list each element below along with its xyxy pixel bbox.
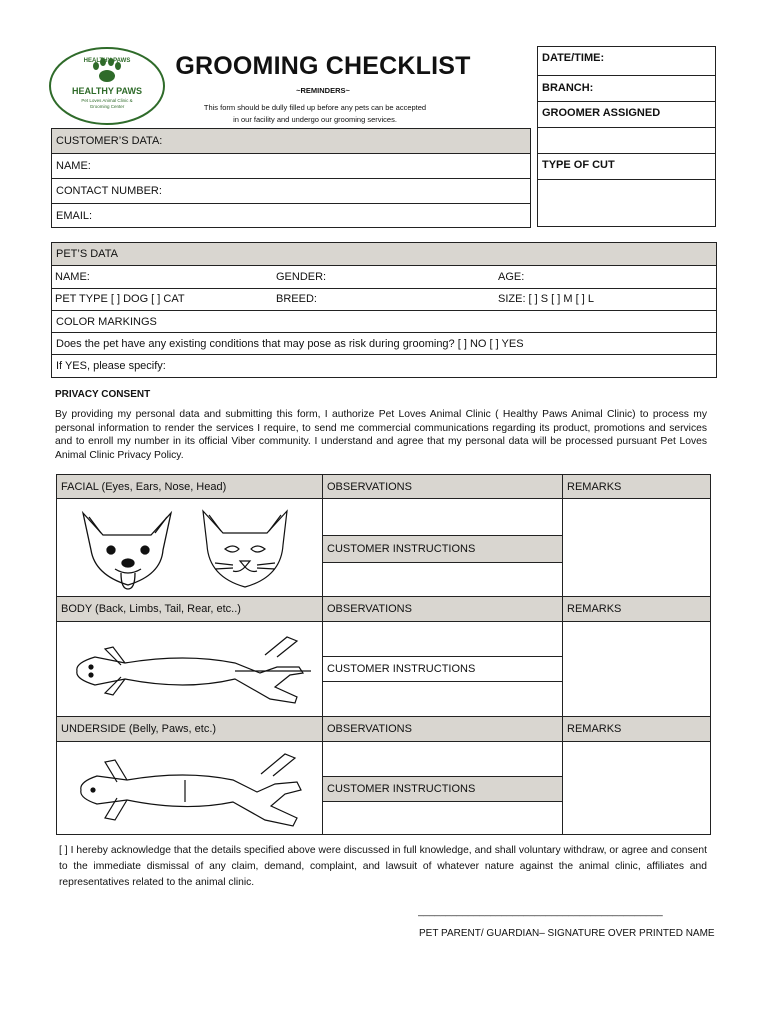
facial-instructions-label: CUSTOMER INSTRUCTIONS	[322, 535, 563, 563]
pet-gender-field[interactable]: GENDER:	[276, 271, 327, 283]
pet-color-field[interactable]: COLOR MARKINGS	[51, 310, 717, 333]
facial-image-cell	[56, 498, 323, 597]
signature-line[interactable]: ____________________________________________	[418, 906, 663, 917]
body-instructions-label: CUSTOMER INSTRUCTIONS	[322, 656, 563, 682]
clinic-logo	[48, 46, 166, 126]
body-instructions-input[interactable]	[322, 681, 563, 717]
reminder-line-1: This form should be dully filled up before any pets can be accepted	[203, 103, 427, 112]
pet-breed-field[interactable]: BREED:	[276, 293, 317, 305]
pet-name-field[interactable]: NAME:	[55, 271, 90, 283]
customer-data-heading: CUSTOMER’S DATA:	[51, 128, 531, 154]
body-image-cell	[56, 621, 323, 717]
reminder-line-2: in our facility and undergo our grooming services.	[233, 115, 397, 124]
customer-name-field[interactable]: NAME:	[51, 153, 531, 179]
dog-back-illustration	[65, 627, 315, 713]
underside-heading: UNDERSIDE (Belly, Paws, etc.)	[56, 716, 323, 742]
groomer-field[interactable]: GROOMER ASSIGNED	[542, 107, 661, 119]
customer-contact-field[interactable]: CONTACT NUMBER:	[51, 178, 531, 204]
underside-observations-heading: OBSERVATIONS	[322, 716, 563, 742]
privacy-heading: PRIVACY CONSENT	[55, 389, 151, 400]
facial-remarks-heading: REMARKS	[562, 474, 711, 499]
underside-remarks-input[interactable]	[562, 741, 711, 835]
pet-age-field[interactable]: AGE:	[498, 271, 525, 283]
cat-face-illustration	[195, 505, 295, 595]
right-box-dividers	[537, 46, 716, 227]
body-observations-input[interactable]	[322, 621, 563, 657]
body-remarks-heading: REMARKS	[562, 596, 711, 622]
pet-size-field[interactable]: SIZE: [ ] S [ ] M [ ] L	[498, 293, 594, 305]
underside-observations-input[interactable]	[322, 741, 563, 777]
underside-instructions-label: CUSTOMER INSTRUCTIONS	[322, 776, 563, 802]
facial-observations-input[interactable]	[322, 498, 563, 536]
type-of-cut-field[interactable]: TYPE OF CUT	[542, 159, 615, 171]
pet-conditions-field[interactable]: Does the pet have any existing conditions that may pose as risk during grooming? [ ] NO [ ] YES	[51, 332, 717, 355]
logo-top-text: HEALTHY PAWS	[83, 58, 131, 64]
facial-heading: FACIAL (Eyes, Ears, Nose, Head)	[56, 474, 323, 499]
reminders-label: ~REMINDERS~	[296, 86, 350, 95]
pet-specify-field[interactable]: If YES, please specify:	[51, 354, 717, 378]
dog-face-illustration	[73, 505, 183, 595]
branch-field[interactable]: BRANCH:	[542, 82, 594, 94]
customer-email-field[interactable]: EMAIL:	[51, 203, 531, 228]
facial-instructions-input[interactable]	[322, 562, 563, 597]
underside-remarks-heading: REMARKS	[562, 716, 711, 742]
acknowledgement-text[interactable]: [ ] I hereby acknowledge that the details specified above were discussed in full knowledge, and shall voluntary withdraw, or agree and consent to the immediate dismissal of any claim, demand, complaint, and lawsuit of whatever nature against the animal clinic, affiliates and representatives related to the animal clinic.	[59, 845, 707, 888]
pet-row-1	[51, 265, 717, 289]
signature-label: PET PARENT/ GUARDIAN– SIGNATURE OVER PRINTED NAME	[419, 928, 715, 939]
pet-type-field[interactable]: PET TYPE [ ] DOG [ ] CAT	[55, 293, 185, 305]
facial-remarks-input[interactable]	[562, 498, 711, 597]
body-remarks-input[interactable]	[562, 621, 711, 717]
underside-image-cell	[56, 741, 323, 835]
pet-data-heading: PET’S DATA	[51, 242, 717, 266]
facial-observations-heading: OBSERVATIONS	[322, 474, 563, 499]
body-observations-heading: OBSERVATIONS	[322, 596, 563, 622]
privacy-text: By providing my personal data and submitting this form, I authorize Pet Loves Animal Clinic ( Healthy Paws Animal Clinic) to process my personal information to render the services I require, to send me commercial communications regarding its product, promotions and services and to enroll my number in its official Viber community. I understand and agree that my personal data will be processed pursuant Pet Loves Animal Clinic Privacy Policy.	[55, 409, 707, 461]
page-title: GROOMING CHECKLIST	[175, 52, 471, 80]
dog-underside-illustration	[65, 746, 315, 832]
body-heading: BODY (Back, Limbs, Tail, Rear, etc..)	[56, 596, 323, 622]
underside-instructions-input[interactable]	[322, 801, 563, 835]
logo-name: HEALTHY PAWS	[71, 86, 142, 96]
logo-subtitle: Pet Loves Animal Clinic & Grooming Center	[81, 98, 133, 109]
date-time-field[interactable]: DATE/TIME:	[542, 52, 605, 64]
